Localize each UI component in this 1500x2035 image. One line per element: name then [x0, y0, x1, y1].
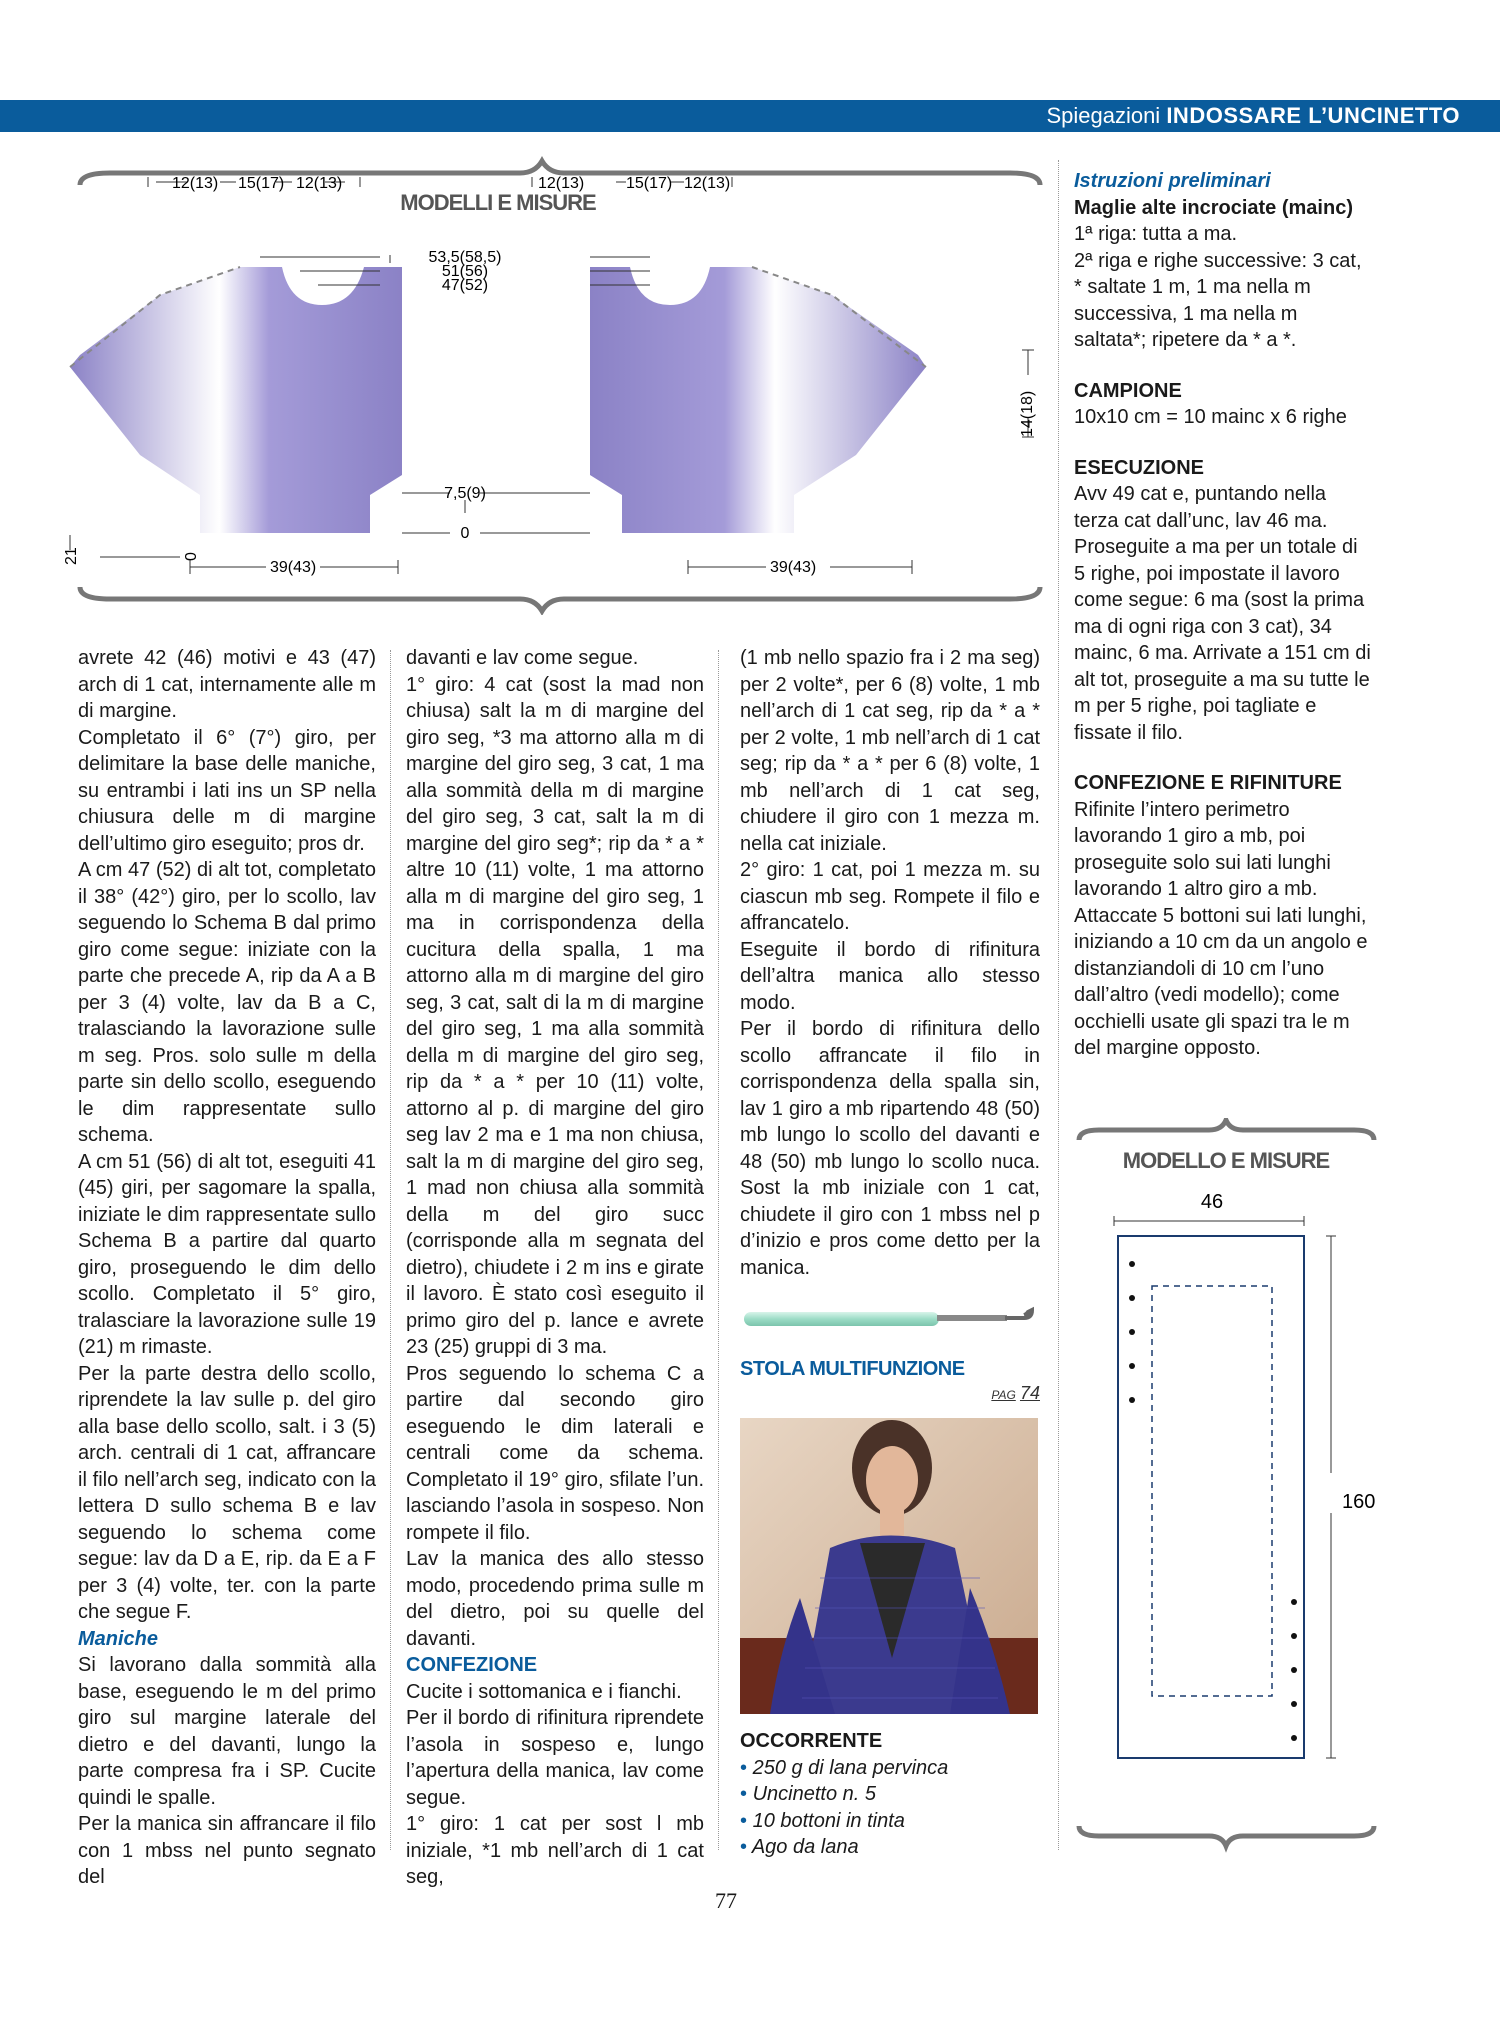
col2-para-4: Lav la manica des allo stesso modo, procedendo prima sulle m del dietro, poi su quelle del davanti.: [406, 1548, 704, 1650]
stola-page-label: PAG: [991, 1388, 1016, 1402]
stola-inner-dashed: [1152, 1286, 1272, 1696]
stola-page-number: 74: [1019, 1383, 1040, 1403]
bullet-icon: •: [740, 1809, 748, 1832]
col2-para-1: davanti e lav come segue.: [406, 647, 639, 669]
istruzioni-title: Istruzioni preliminari: [1074, 170, 1271, 192]
right-width-1: 12(13): [538, 175, 585, 192]
col3-para-4: Per il bordo di rifinitura dello scollo affrancate il filo in corrispondenza della spalla sin, lav 1 giro a mb ripartendo 48 (50) mb lungo lo scollo del davanti e 48 (50) mb lungo lo scollo nuca. Sost la mb iniziale con 1 cat, chiudete il giro con 1 mbss nel p d’inizio e pros come detto per la manica.: [740, 1018, 1040, 1279]
confezione-para-1: Cucite i sottomanica e i fianchi.: [406, 1680, 682, 1703]
right-garment-body: [590, 267, 926, 533]
header-section: Spiegazioni: [1046, 103, 1161, 128]
top-garment-diagram: [60, 155, 1060, 615]
small-brace-bottom: [1079, 1826, 1374, 1846]
column-divider-1: [390, 650, 391, 1850]
rifiniture-title: CONFEZIONE E RIFINITURE: [1074, 772, 1342, 794]
brace-bottom: [80, 587, 1040, 611]
stola-rectangle: [1118, 1236, 1304, 1758]
header-title: INDOSSARE L’UNCINETTO: [1166, 103, 1460, 128]
height-label-1: 53,5(58,5): [428, 249, 502, 266]
stola-heading: [740, 1358, 1040, 1404]
occorrente-item-text: 10 bottoni in tinta: [752, 1809, 905, 1832]
bullet-icon: •: [740, 1783, 748, 1805]
maniche-title: Maniche: [78, 1627, 159, 1650]
col1-para-3: A cm 47 (52) di alt tot, completato il 38° (42°) giro, per lo scollo, lav seguendo lo Schema B dal primo giro come segue: iniziate con la parte che precede A, rip da A a B per 3 (4) volte, lav da B a C, tralasciando la lavorazione sulle m seg. Pros. solo sulle m della parte sin dello scollo, eseguendo le dim rappresentate sullo schema.: [78, 859, 376, 1146]
left-zero: 0: [183, 552, 200, 561]
confezione-para-3: 1° giro: 1 cat per sost l mb iniziale, *1 mb nell’arch di 1 cat seg,: [406, 1813, 704, 1888]
occorrente-item-text: Ago da lana: [751, 1836, 859, 1858]
small-brace-top: [1079, 1120, 1374, 1140]
col1-para-1: avrete 42 (46) motivi e 43 (47) arch di 1 cat, internamente alle m di margine.: [78, 647, 376, 722]
small-diagram-width: 46: [1200, 1191, 1224, 1213]
col3-para-2: 2° giro: 1 cat, poi 1 mezza m. su ciascun mb seg. Rompete il filo e affrancatelo.: [740, 859, 1040, 934]
header-bar: [0, 100, 1500, 132]
istruzioni-row-2: 2ª riga e righe successive: 3 cat, * saltate 1 m, 1 ma nella m successiva, 1 ma nella m saltata*; ripetere da * a *.: [1074, 249, 1362, 351]
occorrente-item-text: 250 g di lana pervinca: [752, 1756, 949, 1779]
small-diagram-title: MODELLO E MISURE: [1122, 1148, 1330, 1173]
stola-page-ref: [740, 1383, 1040, 1404]
bullet-icon: •: [740, 1836, 748, 1858]
rifiniture-text: Rifinite l’intero perimetro lavorando 1 giro a mb, poi proseguite solo sui lati lunghi lavorando 1 altro giro a mb. Attaccate 5 bottoni sui lati lunghi, iniziando a 10 cm da un angolo e distanziandoli di 10 cm l’uno dall’altro (vedi modello); come occhielli usate gli spazi tra le m del margine opposto.: [1074, 798, 1368, 1059]
left-garment-body: [70, 267, 402, 533]
col2-para-2: 1° giro: 4 cat (sost la mad non chiusa) salt la m di margine del giro seg, *3 ma attorno alla m di margine del giro seg, 3 cat, 1 ma alla sommità della m di margine del giro seg, 3 cat, salt la m di margine del giro seg*; rip da * a * altre 10 (11) volte, 1 ma attorno alla m di margine del giro seg, 1 ma in corrispondenza della cucitura della spalla, 1 ma attorno alla m di margine del giro seg, 3 cat, salt di la m di margine del giro seg, 1 ma alla sommità della m di margine del giro seg, rip da * a * per 10 (11) volte, attorno al p. di margine del giro seg lav 2 ma e 1 ma non chiusa, salt la m di margine del giro seg, 1 mad non chiusa alla sommità della m del giro succ (corrisponde alla m segnata del dietro), chiudete i 2 m ins e girate il lavoro. È stato così eseguito il primo giro del p. lance e avrete 23 (25) gruppi di 3 ma.: [406, 673, 704, 1358]
stola-diagram: [1074, 1118, 1394, 1878]
campione-title: CAMPIONE: [1074, 379, 1182, 402]
occorrente-item: [740, 1755, 1040, 1782]
page-number: 77: [715, 1888, 737, 1913]
occorrente-item-text: Uncinetto n. 5: [752, 1783, 876, 1805]
height-label-2: 51(56): [441, 263, 489, 280]
column-2: [406, 645, 704, 1891]
column-4: [1074, 168, 1374, 1062]
occorrente-list: [740, 1755, 1040, 1861]
bottom-width-right: 39(43): [770, 559, 817, 576]
campione-text: 10x10 cm = 10 mainc x 6 righe: [1074, 406, 1347, 428]
col1-para-5: Per la parte destra dello scollo, riprendete la lav sulle p. del giro alla base dello scollo, salt. i 3 (5) arch. centrali di 1 cat, affrancare il filo nell’arch seg, indicato con la lettera D sullo schema B e lav seguendo lo schema come segue: lav da D a E, rip. da E a F per 3 (4) volte, ter. con la parte che segue F.: [78, 1362, 376, 1623]
crochet-hook-illustration: [742, 1298, 1042, 1338]
right-width-2: 15(17): [626, 175, 673, 192]
left-height-21: 21: [63, 547, 80, 565]
istruzioni-subtitle: Maglie alte incrociate (mainc): [1074, 196, 1353, 219]
left-width-3: 12(13): [296, 175, 343, 192]
maniche-para-2: Per la manica sin affrancare il filo con 1 mbss nel punto segnato del: [78, 1813, 376, 1888]
height-label-5: 0: [460, 525, 470, 542]
column-divider-2: [718, 650, 719, 1850]
left-width-1: 12(13): [172, 175, 219, 192]
occorrente-item: [740, 1781, 1040, 1808]
confezione-para-2: Per il bordo di rifinitura riprendete l’asola in sospeso e, lungo l’apertura della manica, lav come segue.: [406, 1707, 704, 1809]
bullet-icon: •: [740, 1756, 748, 1779]
model-photo: [740, 1418, 1038, 1714]
header-text: [1046, 100, 1460, 132]
left-width-2: 15(17): [238, 175, 285, 192]
col2-para-3: Pros seguendo lo schema C a partire dal secondo giro eseguendo le dim laterali e centrali come da schema. Completato il 19° giro, sfilate l’un. lasciando l’asola in sospeso. Non rompete il filo.: [406, 1362, 704, 1544]
column-divider-3: [1058, 160, 1059, 1850]
occorrente-item: [740, 1808, 1040, 1835]
column-1: [78, 645, 376, 1891]
col3-para-3: Eseguite il bordo di rifinitura dell’altra manica allo stesso modo.: [740, 938, 1040, 1014]
right-width-3: 12(13): [684, 175, 731, 192]
occorrente-title: OCCORRENTE: [740, 1730, 883, 1752]
esecuzione-title: ESECUZIONE: [1074, 456, 1205, 479]
confezione-title: CONFEZIONE: [406, 1654, 538, 1676]
col1-para-2: Completato il 6° (7°) giro, per delimitare la base delle maniche, su entrambi i lati ins un SP nella chiusura delle m di margine dell’ultimo giro eseguito; pros dr.: [78, 726, 376, 855]
height-label-3: 47(52): [441, 277, 489, 294]
occorrente-item: [740, 1834, 1040, 1861]
height-label-4: 7,5(9): [444, 485, 486, 502]
istruzioni-row-1: 1ª riga: tutta a ma.: [1074, 223, 1238, 245]
stola-title: STOLA MULTIFUNZIONE: [740, 1358, 965, 1380]
right-height-label: 14(18): [1019, 390, 1036, 437]
col3-para-1: (1 mb nello spazio fra i 2 ma seg) per 2 volte*, per 6 (8) volte, 1 mb nell’arch di 1 cat seg, rip da * a * per 2 volte, 1 mb nell’arch di 1 cat seg; rip da * a * per 6 (8) volte, 1 mb nell’arch di 1 cat seg, chiudere il giro con 1 mezza m. nella cat iniziale.: [740, 647, 1040, 855]
column-3: [740, 645, 1040, 1281]
col1-para-4: A cm 51 (56) di alt tot, eseguiti 41 (45) giri, per sagomare la spalla, iniziate le dim rappresentate sullo Schema B a partire dal quarto giro, proseguendo le dim dello scollo. Completato il 5° giro, tralasciare la lavorazione sulle 19 (21) m rimaste.: [78, 1150, 376, 1358]
bottom-width-left: 39(43): [270, 559, 317, 576]
top-diagram-title: MODELLI E MISURE: [400, 190, 596, 215]
occorrente-section: [740, 1728, 1040, 1861]
maniche-para-1: Si lavorano dalla sommità alla base, eseguendo le m del primo giro sul margine laterale del dietro e del davanti, lungo la parte compresa fra i SP. Cucite quindi le spalle.: [78, 1654, 376, 1809]
small-diagram-height: 160: [1342, 1491, 1376, 1513]
esecuzione-text: Avv 49 cat e, puntando nella terza cat dall’unc, lav 46 ma. Proseguite a ma per un totale di 5 righe, poi impostate il lavoro come segue: 6 ma (sost la prima ma di ogni riga con 3 cat), 34 mainc, 6 ma. Arrivate a 151 cm di alt tot, proseguite a ma su tutte le m per 5 righe, poi tagliate e fissate il filo.: [1074, 483, 1371, 744]
